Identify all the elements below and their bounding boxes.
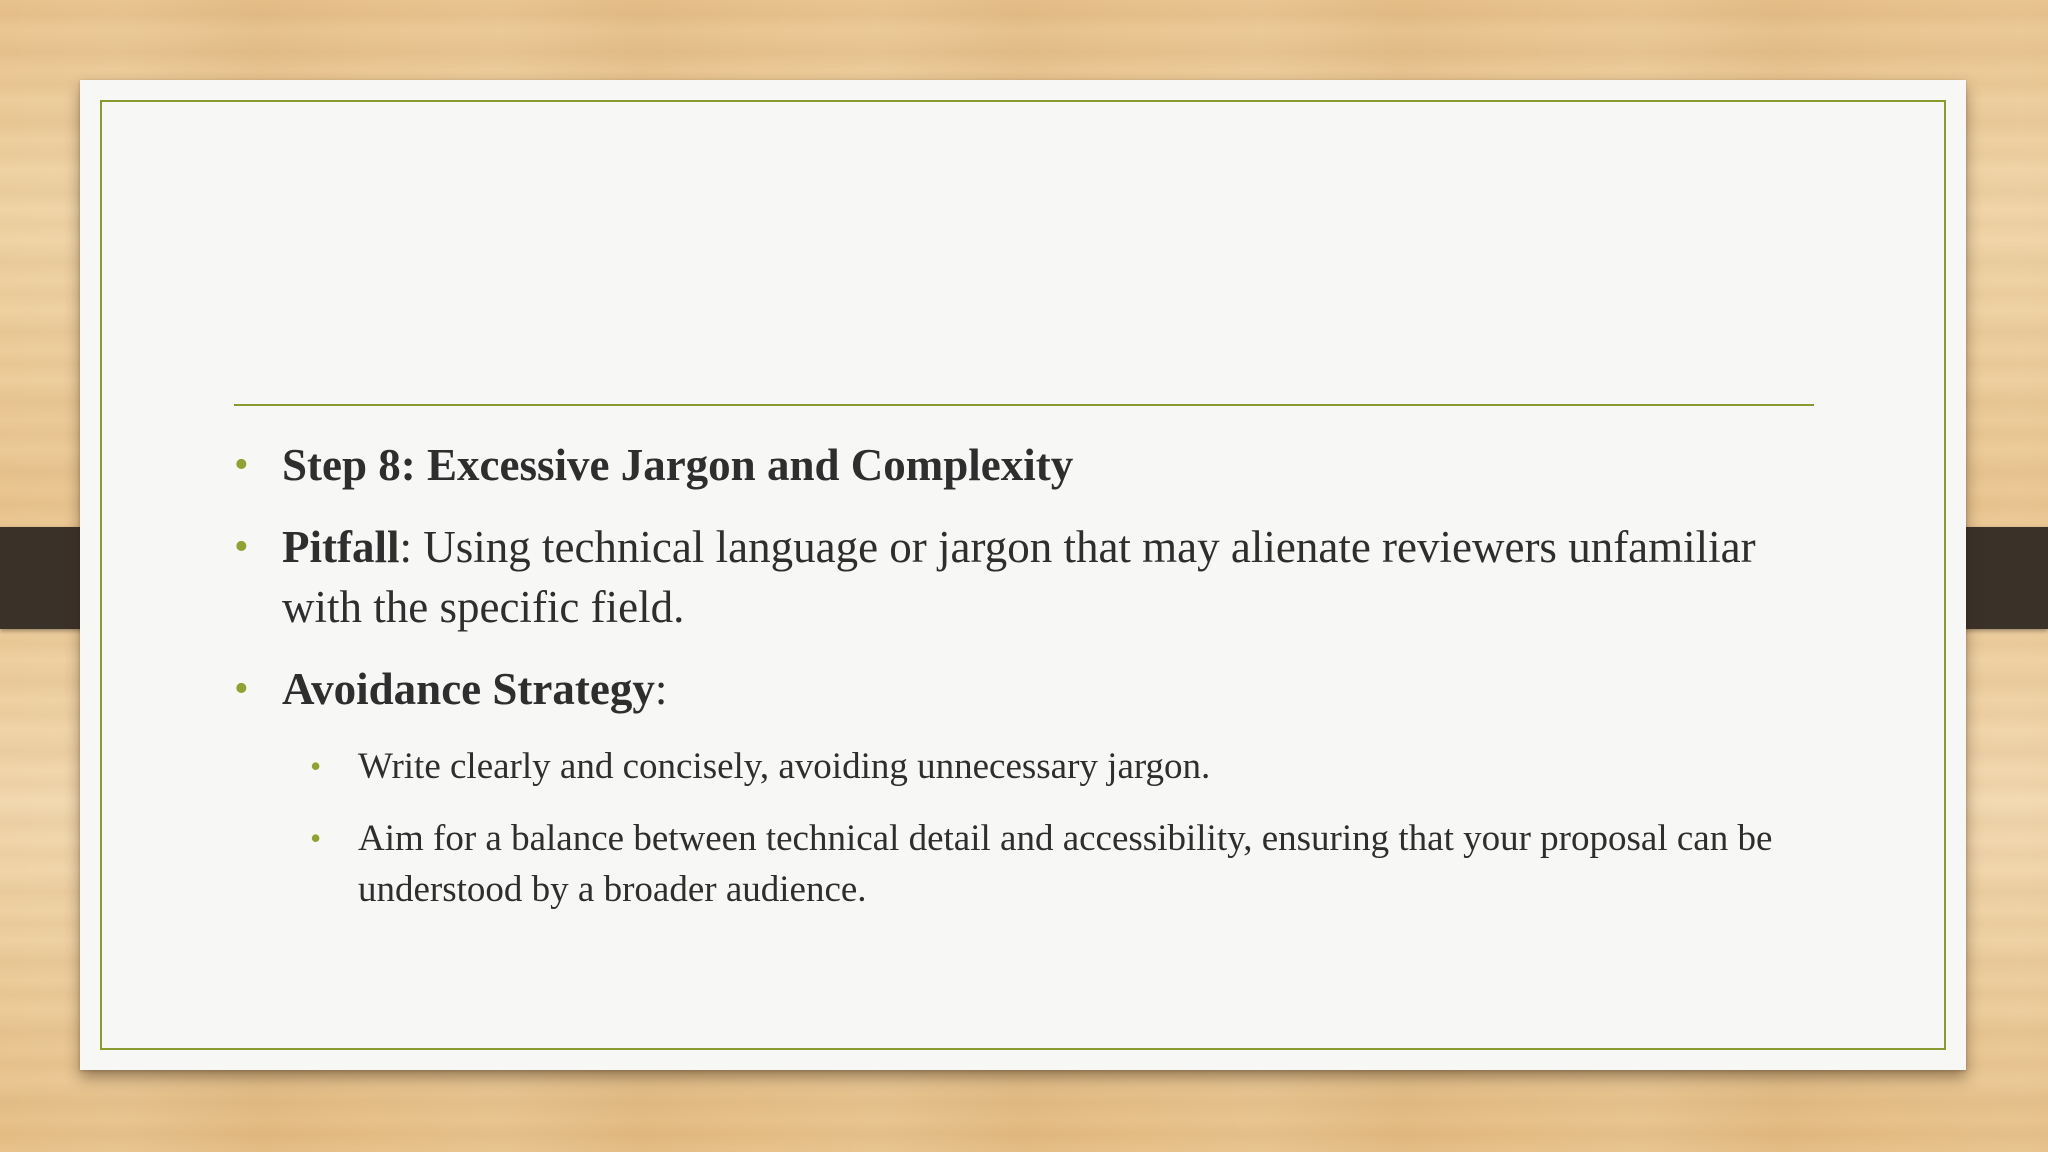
bullet-text: : bbox=[654, 664, 668, 714]
subbullet-aim-for-balance bbox=[234, 813, 1818, 915]
bullet-bold-text: Step 8: Excessive Jargon and Complexity bbox=[282, 440, 1074, 490]
bullet-dot-icon: • bbox=[234, 442, 249, 488]
title-divider-line bbox=[234, 404, 1814, 406]
subbullet-dot-icon: • bbox=[310, 748, 322, 784]
subbullet-write-clearly bbox=[234, 741, 1818, 792]
slide-body bbox=[234, 435, 1834, 936]
subbullet-dot-icon: • bbox=[310, 820, 322, 856]
bullet-bold-text: Pitfall bbox=[282, 522, 400, 572]
bullet-dot-icon: • bbox=[234, 524, 249, 570]
bullet-pitfall bbox=[234, 517, 1834, 637]
slide-card bbox=[80, 80, 1966, 1070]
bullet-step-8 bbox=[234, 435, 1834, 495]
subbullet-text: Aim for a balance between technical detail and accessibility, ensuring that your proposal can be understood by a broader audience. bbox=[358, 818, 1773, 910]
bullet-avoidance-strategy bbox=[234, 659, 1834, 719]
bullet-bold-text: Avoidance Strategy bbox=[282, 664, 655, 714]
bullet-text: : Using technical language or jargon that may alienate reviewers unfamiliar with the specific field. bbox=[282, 522, 1756, 632]
bullet-dot-icon: • bbox=[234, 666, 249, 712]
subbullet-text: Write clearly and concisely, avoiding unnecessary jargon. bbox=[358, 746, 1211, 787]
